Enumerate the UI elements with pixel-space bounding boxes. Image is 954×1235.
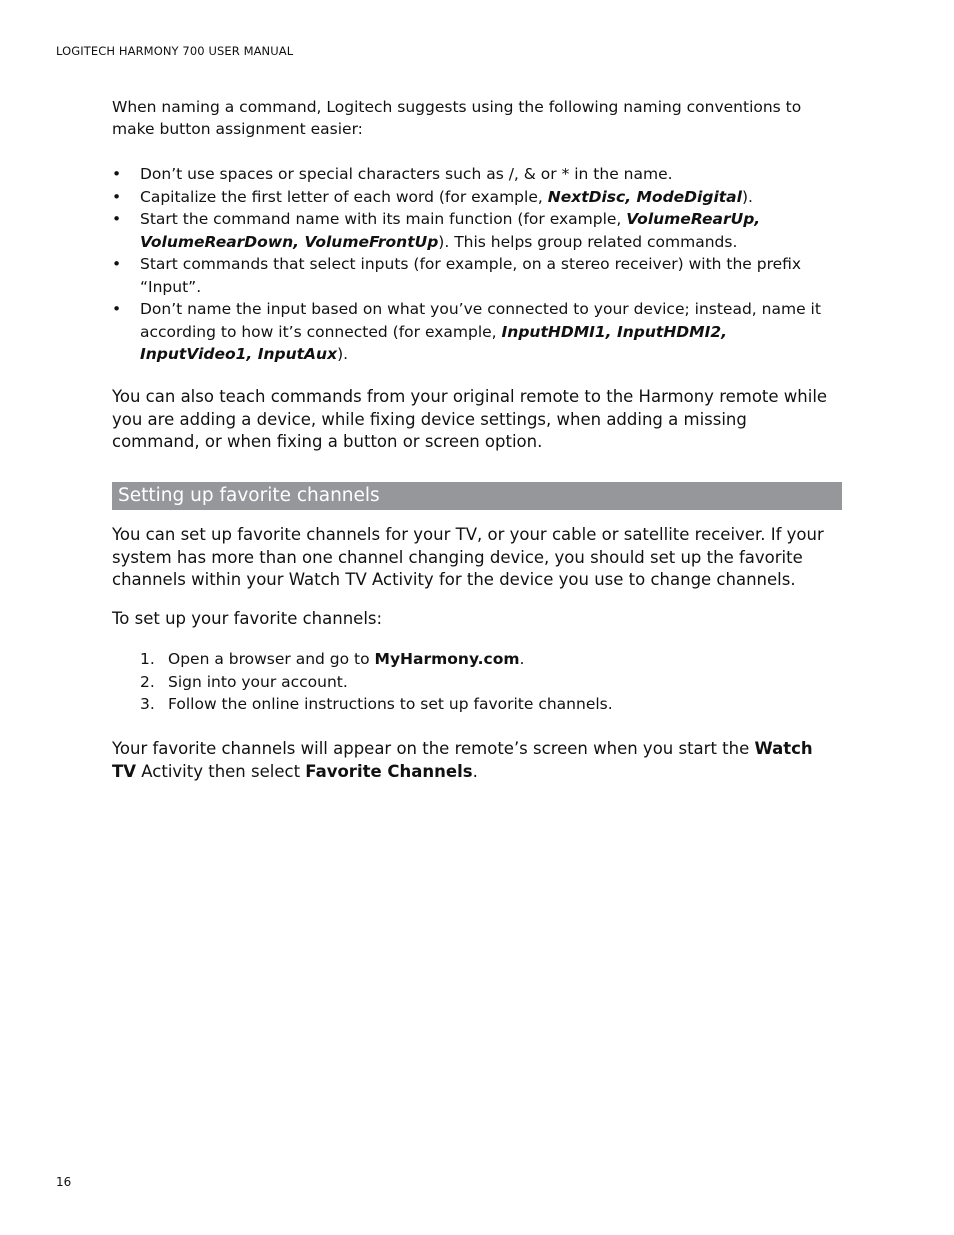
list-item xyxy=(112,186,832,209)
list-item-text-end: ). xyxy=(741,187,753,206)
bullet-icon: • xyxy=(112,210,122,228)
closing-text: Your favorite channels will appear on the remote’s screen when you start the xyxy=(112,739,755,758)
step-number: 1. xyxy=(140,650,155,668)
step-number: 2. xyxy=(140,672,155,691)
step-text-end: . xyxy=(519,650,525,668)
step-item xyxy=(112,693,832,716)
bullet-icon: • xyxy=(112,187,122,206)
command-example: InputHDMI1, InputHDMI2, InputVideo1, InputAux xyxy=(140,322,728,363)
list-item xyxy=(112,163,832,186)
naming-conventions-list xyxy=(112,163,832,366)
page-number: 16 xyxy=(56,1175,72,1189)
activity-name: Watch TV xyxy=(112,739,813,781)
command-example: VolumeRearUp, VolumeRearDown, VolumeFrontUp xyxy=(140,210,761,251)
step-item xyxy=(112,671,832,694)
step-number: 3. xyxy=(140,695,155,713)
setup-steps-list xyxy=(112,648,832,716)
running-head: LOGITECH HARMONY 700 USER MANUAL xyxy=(56,44,294,58)
list-item-text: Don’t name the input based on what you’ve connected to your device; instead, name it according to how it’s connected (for example, xyxy=(140,300,821,341)
step-item xyxy=(112,648,832,671)
list-item-text: Start the command name with its main function (for example, xyxy=(140,210,627,228)
section-title: Setting up favorite channels xyxy=(118,485,380,506)
step-text: Sign into your account. xyxy=(168,672,348,691)
teach-commands-paragraph: You can also teach commands from your original remote to the Harmony remote while you are adding a device, while fixing device settings, when adding a missing command, or when fixing a button or screen option. xyxy=(112,387,828,451)
closing-text-end: . xyxy=(472,762,478,781)
closing-text: Activity then select xyxy=(136,762,306,781)
list-item-text: Don’t use spaces or special characters such as /, & or * in the name. xyxy=(140,165,673,183)
bullet-icon: • xyxy=(112,300,122,318)
setup-lead: To set up your favorite channels: xyxy=(112,609,383,628)
list-item xyxy=(112,298,832,366)
favorites-intro: You can set up favorite channels for your TV, or your cable or satellite receiver. If your system has more than one channel changing device, you should set up the favorite channels within your Watch TV Activity for the device you use to change channels. xyxy=(112,525,824,589)
list-item xyxy=(112,253,832,298)
menu-option-name: Favorite Channels xyxy=(305,762,473,781)
section-heading-bar xyxy=(112,482,842,510)
command-example: NextDisc, ModeDigital xyxy=(547,187,742,206)
list-item-text-end: ). This helps group related commands. xyxy=(438,232,738,251)
list-item xyxy=(112,208,832,253)
step-text: Follow the online instructions to set up favorite channels. xyxy=(168,695,613,713)
naming-intro: When naming a command, Logitech suggests using the following naming conventions to make button assignment easier: xyxy=(112,98,802,138)
bullet-icon: • xyxy=(112,255,122,273)
website-name: MyHarmony.com xyxy=(374,650,520,668)
closing-paragraph xyxy=(112,737,836,783)
bullet-icon: • xyxy=(112,165,122,183)
list-item-text-end: ). xyxy=(337,345,349,363)
list-item-text: Start commands that select inputs (for example, on a stereo receiver) with the prefix “Input”. xyxy=(140,255,802,296)
step-text: Open a browser and go to xyxy=(168,650,375,668)
list-item-text: Capitalize the first letter of each word (for example, xyxy=(140,187,548,206)
